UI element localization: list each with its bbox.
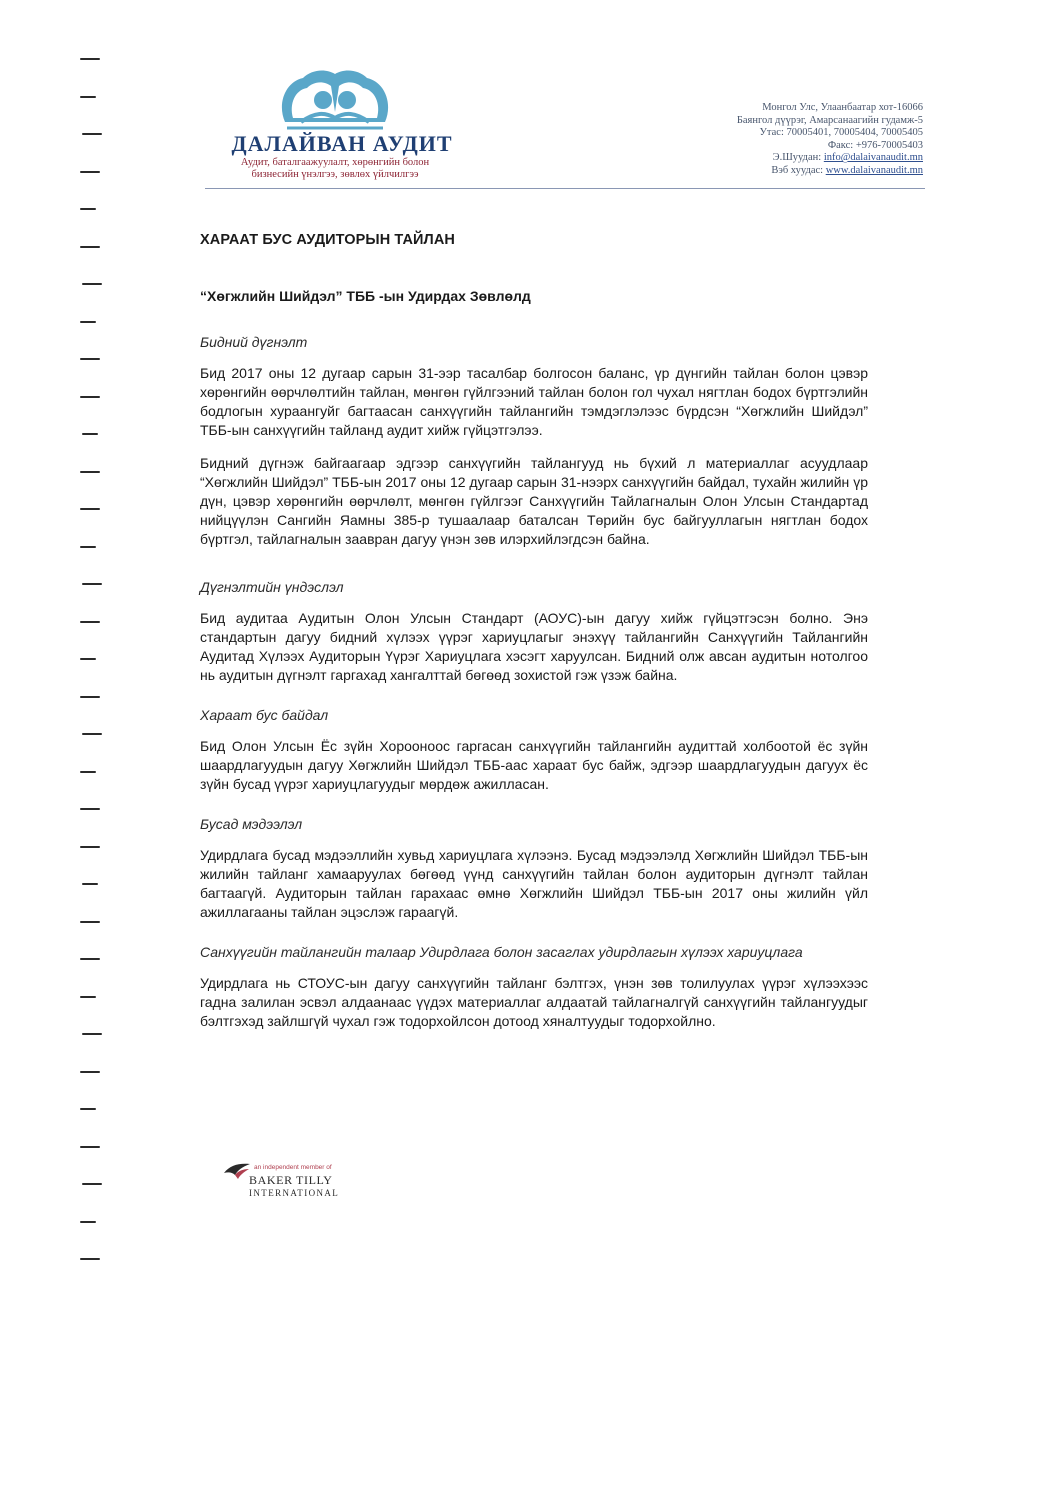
report-title: ХАРААТ БУС АУДИТОРЫН ТАЙЛАН [200,232,455,248]
baker-tilly-logo [223,1160,363,1205]
punch-mark [80,96,96,98]
punch-mark [80,508,100,510]
punch-mark [82,433,98,435]
punch-mark [80,321,96,323]
section-heading-management-responsibility: Санхүүгийн тайлангийн талаар Удирдлага болон засаглах удирдлагын хүлээх хариуцлага [200,944,803,960]
section-paragraph: Бидний дүгнэж байгаагаар эдгээр санхүүгийн тайлангууд нь бүхий л материаллаг асуудлаар “Хөгжлийн Шийдэл” ТББ-ын 2017 оны 12 дугаар сарын 31-нээрх санхүүгийн байдал, тухайн жилийн үр дүн, цэвэр хөрөнгийн өөрчлөлт, мөнгөн гүйлгээг Санхүүгийн Тайлагналын Олон Улсын Стандартад нийцүүлэн Сангийн Яамны 385-р тушаалаар баталсан Төрийн бус байгууллагын нягтлан бодох бүртгэл, тайлагналын заавран дагуу үнэн зөв илэрхийлэгдсэн байна. [200,455,868,547]
tagline-line-1: Аудит, баталгаажуулалт, хөрөнгийн болон [240,157,430,168]
punch-mark [80,1258,100,1260]
punch-mark [80,771,96,773]
punch-mark [82,133,102,135]
punch-mark [82,1033,102,1035]
section-paragraph: Бид Олон Улсын Ёс зүйн Хорооноос гаргасан санхүүгийн тайлангийн аудиттай холбоотой ёс зүйн шаардлагуудын дагуу Хөгжлийн Шийдэл ТББ-аас хараат бус байж, эдгээр шаардлагуудын дагуух ёс зүйн бусад үүрэг хариуцлагуудыг мөрдөж ажилласан. [200,738,868,792]
punch-mark [80,1108,96,1110]
punch-mark [80,808,100,810]
punch-mark [80,921,100,923]
punch-mark [82,583,102,585]
punch-mark [80,958,100,960]
section-paragraph: Удирдлага нь СТОУС-ын дагуу санхүүгийн тайланг бэлтгэх, үнэн зөв толилуулах үүрэг хүлээхээс гадна залилан эсвэл алдаанаас үүдэх материаллаг алдаатай тайлагналгүй санхүүгийн тайлангуудыг бэлтгэхэд зайлшгүй чухал гэж тодорхойлсон дотоод хяналтуудыг тодорхойлно. [200,975,868,1029]
contact-address-2: Баянгол дүүрэг, Амарсанаагийн гудамж-5 [736,114,923,126]
dalaivan-emblem-icon [275,68,395,132]
tagline-line-2: бизнесийн үнэлгээ, зөвлөх үйлчилгээ [251,169,419,180]
section-paragraph: Удирдлага бусад мэдээллийн хувьд хариуцлага хүлээнэ. Бусад мэдээлэлд Хөгжлийн Шийдэл ТББ-ын жилийн тайланг хамааруулах бөгөөд үүнд санхүүгийн тайлан болон аудиторын дүгнэлт тайлан багтаагүй. Аудиторын тайлан гарахаас өмнө Хөгжлийн Шийдэл ТББ-ын 2017 оны жилийн үйл ажиллагааны тайлан эцэслэж гараагүй. [200,847,868,920]
contact-email-link[interactable]: info@dalaivanaudit.mn [823,152,923,164]
contact-email-row [737,152,923,165]
baker-network-name: BAKER TILLY [249,1173,333,1187]
punch-mark [82,1183,102,1185]
baker-member-text: an independent member of [254,1164,332,1171]
baker-tilly-bird-icon [223,1160,251,1180]
section-paragraph: Бид аудитаа Аудитын Олон Улсын Стандарт (АОУС)-ын дагуу хийж гүйцэтгэсэн болно. Энэ стандартын дагуу бидний хүлээх үүрэг хариуцлагыг энэхүү тайлангийн Санхүүгийн Тайлангийн Аудитад Хүлээх Аудиторын Үүрэг Хариуцлага хэсэгт харуулсан. Бидний олж авсан аудитын нотолгоо нь аудитын дүгнэлт гаргахад хангалттай бөгөөд зохистой гэж үзэж байна. [200,610,868,683]
contact-address-1: Монгол Улс, Улаанбаатар хот-16066 [762,102,923,113]
binder-punch-marks [80,58,104,1288]
section-heading-independence: Хараат бус байдал [200,707,329,723]
punch-mark [80,996,96,998]
punch-mark [80,396,100,398]
punch-mark [82,883,98,885]
punch-mark [80,246,100,248]
contact-block [737,102,923,178]
punch-mark [80,1221,96,1223]
company-name: ДАЛАЙВАН АУДИТ [231,131,453,156]
punch-mark [80,58,100,60]
contact-email-label: Э.Шуудан: [772,152,824,164]
punch-mark [80,546,96,548]
punch-mark [80,658,96,660]
contact-web-label: Вэб хуудас: [771,164,826,176]
punch-mark [82,733,102,735]
contact-phone: Утас: 70005401, 70005404, 70005405 [759,127,923,139]
punch-mark [80,621,100,623]
punch-mark [80,696,100,698]
punch-mark [80,358,100,360]
report-body [200,232,868,1031]
section-heading-basis: Дүгнэлтийн үндэслэл [200,579,344,595]
baker-network-sub: INTERNATIONAL [249,1188,340,1198]
punch-mark [80,1146,100,1148]
contact-web-link[interactable]: www.dalaivanaudit.mn [825,164,923,176]
section-heading-other-info: Бусад мэдээлэл [200,816,303,832]
punch-mark [82,283,102,285]
letterhead [205,68,925,192]
contact-fax: Факс: +976-70005403 [827,139,923,151]
punch-mark [80,1071,100,1073]
punch-mark [80,846,100,848]
contact-web-row [737,165,923,178]
header-divider [205,188,925,189]
company-tagline [215,157,455,181]
punch-mark [80,208,96,210]
section-heading-opinion: Бидний дүгнэлт [200,334,308,350]
punch-mark [80,171,100,173]
report-addressee: “Хөгжлийн Шийдэл” ТББ -ын Удирдах Зөвлөлд [200,288,531,304]
punch-mark [80,471,100,473]
section-paragraph: Бид 2017 оны 12 дугаар сарын 31-ээр тасалбар болгосон баланс, үр дүнгийн тайлан болон цэвэр хөрөнгийн өөрчлөлтийн тайлан, мөнгөн гүйлгээний тайлан болон гол чухал нягтлан бодох бүртгэлийн бодлогын хураангуйг багтаасан санхүүгийн тайлангийн тэмдэглэлээс бүрдсэн “Хөгжлийн Шийдэл” ТББ-ын санхүүгийн тайланд аудит хийж гүйцэтгэлээ. [200,365,868,438]
